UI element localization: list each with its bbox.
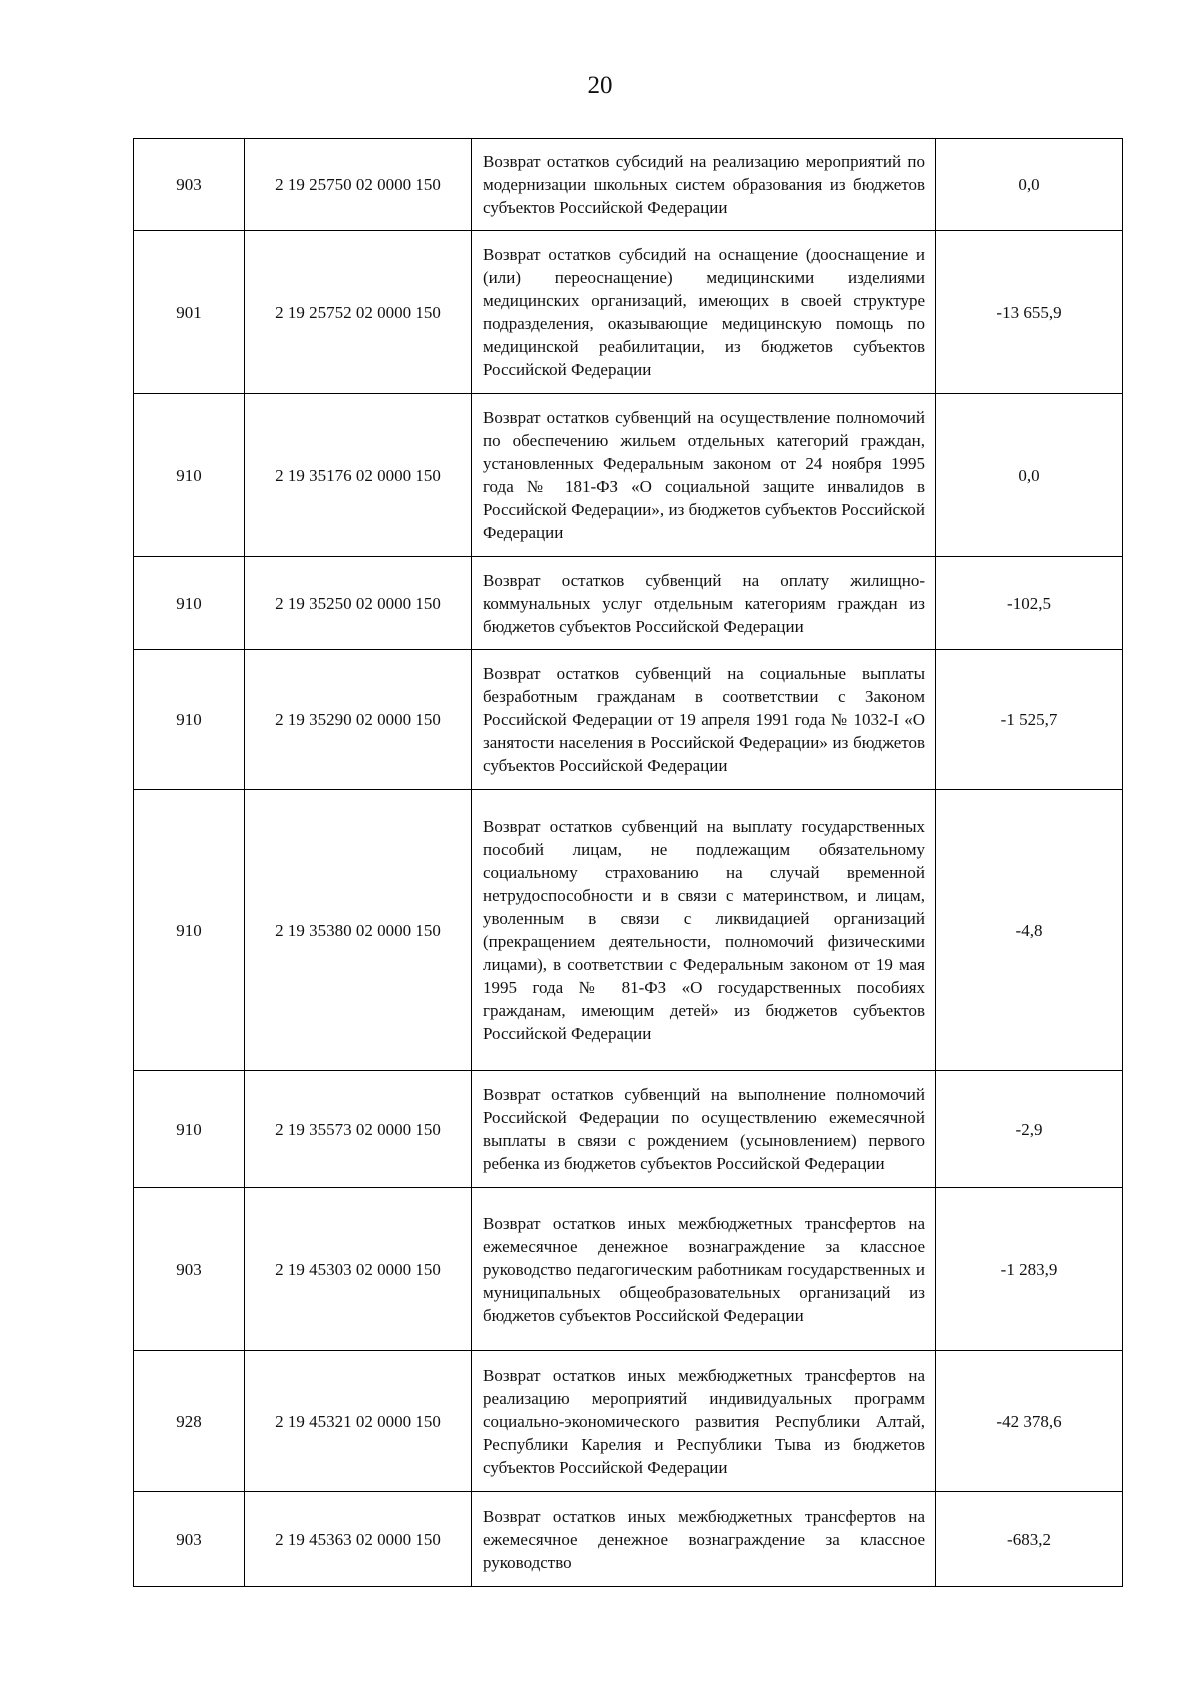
budget-code-cell: 2 19 35573 02 0000 150 (245, 1071, 472, 1188)
table-row (134, 790, 1123, 1071)
admin-code-cell: 901 (134, 231, 245, 394)
table-row (134, 1492, 1123, 1587)
table-row (134, 139, 1123, 231)
amount-cell: -4,8 (936, 790, 1123, 1071)
table-row (134, 1188, 1123, 1351)
amount-cell: -42 378,6 (936, 1351, 1123, 1492)
budget-code-cell: 2 19 35290 02 0000 150 (245, 650, 472, 790)
page-number: 20 (587, 72, 613, 99)
amount-cell: -13 655,9 (936, 231, 1123, 394)
amount-cell: 0,0 (936, 139, 1123, 231)
admin-code-cell: 910 (134, 790, 245, 1071)
admin-code-cell: 903 (134, 139, 245, 231)
admin-code-cell: 910 (134, 557, 245, 650)
amount-cell: 0,0 (936, 394, 1123, 557)
table-row (134, 231, 1123, 394)
item-name-cell: Возврат остатков субсидий на реализацию мероприятий по модернизации школьных систем образования из бюджетов субъектов Российской Федерации (472, 139, 936, 231)
table-row (134, 1071, 1123, 1188)
amount-cell: -683,2 (936, 1492, 1123, 1587)
item-name-cell: Возврат остатков субвенций на социальные выплаты безработным гражданам в соответствии с Законом Российской Федерации от 19 апреля 1991 года № 1032-I «О занятости населения в Российской Федерации» из бюджетов субъектов Российской Федерации (472, 650, 936, 790)
item-name-cell: Возврат остатков субвенций на выплату государственных пособий лицам, не подлежащим обязательному социальному страхованию на случай временной нетрудоспособности и в связи с материнством, и лицам, уволенным в связи с ликвидацией организаций (прекращением деятельности, полномочий физическими лицами), в соответствии с Федеральным законом от 19 мая 1995 года № 81-ФЗ «О государственных пособиях гражданам, имеющим детей» из бюджетов субъектов Российской Федерации (472, 790, 936, 1071)
budget-table-body (134, 139, 1123, 1587)
table-row (134, 557, 1123, 650)
budget-code-cell: 2 19 45303 02 0000 150 (245, 1188, 472, 1351)
amount-cell: -2,9 (936, 1071, 1123, 1188)
item-name-cell: Возврат остатков субвенций на осуществление полномочий по обеспечению жильем отдельных категорий граждан, установленных Федеральным законом от 24 ноября 1995 года № 181-ФЗ «О социальной защите инвалидов в Российской Федерации», из бюджетов субъектов Российской Федерации (472, 394, 936, 557)
admin-code-cell: 910 (134, 650, 245, 790)
budget-table (133, 138, 1123, 1587)
budget-code-cell: 2 19 35176 02 0000 150 (245, 394, 472, 557)
item-name-cell: Возврат остатков иных межбюджетных трансфертов на реализацию мероприятий индивидуальных программ социально-экономического развития Республики Алтай, Республики Карелия и Республики Тыва из бюджетов субъектов Российской Федерации (472, 1351, 936, 1492)
budget-code-cell: 2 19 45363 02 0000 150 (245, 1492, 472, 1587)
item-name-cell: Возврат остатков иных межбюджетных трансфертов на ежемесячное денежное вознаграждение за классное руководство (472, 1492, 936, 1587)
table-row (134, 1351, 1123, 1492)
admin-code-cell: 928 (134, 1351, 245, 1492)
admin-code-cell: 903 (134, 1188, 245, 1351)
table-row (134, 394, 1123, 557)
amount-cell: -1 525,7 (936, 650, 1123, 790)
item-name-cell: Возврат остатков субвенций на оплату жилищно-коммунальных услуг отдельным категориям граждан из бюджетов субъектов Российской Федерации (472, 557, 936, 650)
admin-code-cell: 910 (134, 1071, 245, 1188)
table-row (134, 650, 1123, 790)
amount-cell: -102,5 (936, 557, 1123, 650)
item-name-cell: Возврат остатков иных межбюджетных трансфертов на ежемесячное денежное вознаграждение за классное руководство педагогическим работникам государственных и муниципальных общеобразовательных организаций из бюджетов субъектов Российской Федерации (472, 1188, 936, 1351)
budget-code-cell: 2 19 25752 02 0000 150 (245, 231, 472, 394)
item-name-cell: Возврат остатков субсидий на оснащение (дооснащение и (или) переоснащение) медицинскими изделиями медицинских организаций, имеющих в своей структуре подразделения, оказывающие медицинскую помощь по медицинской реабилитации, из бюджетов субъектов Российской Федерации (472, 231, 936, 394)
budget-code-cell: 2 19 35380 02 0000 150 (245, 790, 472, 1071)
budget-code-cell: 2 19 45321 02 0000 150 (245, 1351, 472, 1492)
budget-code-cell: 2 19 35250 02 0000 150 (245, 557, 472, 650)
admin-code-cell: 910 (134, 394, 245, 557)
amount-cell: -1 283,9 (936, 1188, 1123, 1351)
item-name-cell: Возврат остатков субвенций на выполнение полномочий Российской Федерации по осуществлению ежемесячной выплаты в связи с рождением (усыновлением) первого ребенка из бюджетов субъектов Российской Федерации (472, 1071, 936, 1188)
budget-code-cell: 2 19 25750 02 0000 150 (245, 139, 472, 231)
admin-code-cell: 903 (134, 1492, 245, 1587)
